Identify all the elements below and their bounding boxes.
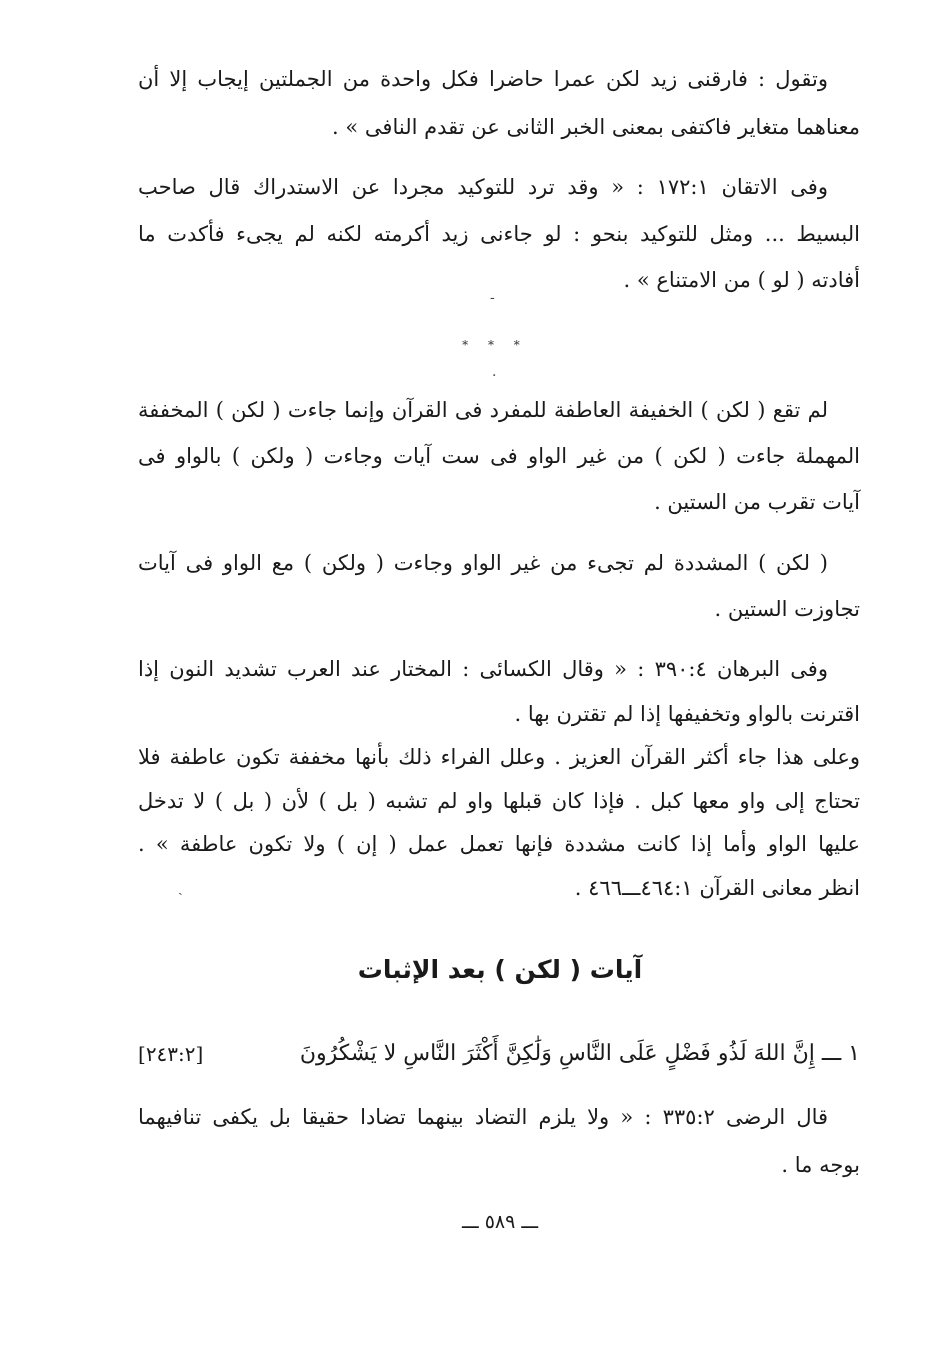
verse-1-reference: [٢٤٣:٢] xyxy=(138,1042,204,1066)
paragraph-6-line-2: بوجه ما . xyxy=(781,1153,860,1177)
paragraph-2-line-3: أفادته ( لو ) من الامتناع » . xyxy=(623,268,860,292)
stray-mark: ˏ xyxy=(178,880,183,896)
paragraph-3-line-3: آيات تقرب من الستين . xyxy=(654,490,860,514)
stray-mark: - xyxy=(490,290,495,306)
stray-mark: · xyxy=(492,368,497,384)
section-separator: * * * xyxy=(462,338,528,352)
paragraph-4-line-2: تجاوزت الستين . xyxy=(714,597,860,621)
paragraph-5-line-5: عليها الواو وأما إذا كانت مشددة فإنها تعمل عمل ( إن ) ولا تكون عاطفة » . xyxy=(138,832,860,856)
page-number: ـــ ٥٨٩ ـــ xyxy=(461,1211,539,1233)
paragraph-1-line-1: وتقول : فارقنى زيد لكن عمرا حاضرا فكل واحدة من الجملتين إيجاب إلا أن xyxy=(138,67,828,91)
paragraph-6-line-1: قال الرضى ٣٣٥:٢ : « ولا يلزم التضاد بينهما تضادا حقيقا بل يكفى تنافيهما xyxy=(138,1105,829,1129)
paragraph-1-line-2: معناهما متغاير فاكتفى بمعنى الخبر الثانى عن تقدم النافى » . xyxy=(332,115,860,139)
verse-1 xyxy=(138,1037,860,1071)
paragraph-2-line-2: البسيط ... ومثل للتوكيد بنحو : لو جاءنى زيد أكرمته لكنه لم يجىء فأكدت ما xyxy=(138,222,860,246)
paragraph-4-line-1: ( لكن ) المشددة لم تجىء من غير الواو وجاءت ( ولكن ) مع الواو فى آيات xyxy=(138,551,828,575)
paragraph-5-line-2: اقترنت بالواو وتخفيفها إذا لم تقترن بها . xyxy=(514,702,860,726)
paragraph-3-line-2: المهملة جاءت ( لكن ) من غير الواو فى ست آيات وجاءت ( ولكن ) بالواو فى xyxy=(138,444,860,468)
paragraph-3-line-1: لم تقع ( لكن ) الخفيفة العاطفة للمفرد فى القرآن وإنما جاءت ( لكن ) المخففة xyxy=(138,398,828,422)
paragraph-5-line-1: وفى البرهان ٣٩٠:٤ : « وقال الكسائى : المختار عند العرب تشديد النون إذا xyxy=(138,657,828,681)
paragraph-5-line-6: انظر معانى القرآن ٤٦٤:١ـــ٤٦٦ . xyxy=(574,876,860,900)
paragraph-2-line-1: وفى الاتقان ١٧٢:١ : « وقد ترد للتوكيد مجردا عن الاستدراك قال صاحب xyxy=(138,175,828,199)
verse-1-text: ١ ـــ إِنَّ اللهَ لَذُو فَضْلٍ عَلَى النَّاسِ وَلَٰكِنَّ أَكْثَرَ النَّاسِ لا يَشْكُرُونَ xyxy=(299,1041,860,1066)
section-heading: آيات ( لكن ) بعد الإثبات xyxy=(357,955,643,984)
paragraph-5-line-3: وعلى هذا جاء أكثر القرآن العزيز . وعلل الفراء ذلك بأنها مخففة تكون عاطفة فلا xyxy=(138,745,860,769)
paragraph-5-line-4: تحتاج إلى واو معها كبل . فإذا كان قبلها واو لم تشبه ( بل ) لأن ( بل ) لا تدخل xyxy=(138,789,860,813)
